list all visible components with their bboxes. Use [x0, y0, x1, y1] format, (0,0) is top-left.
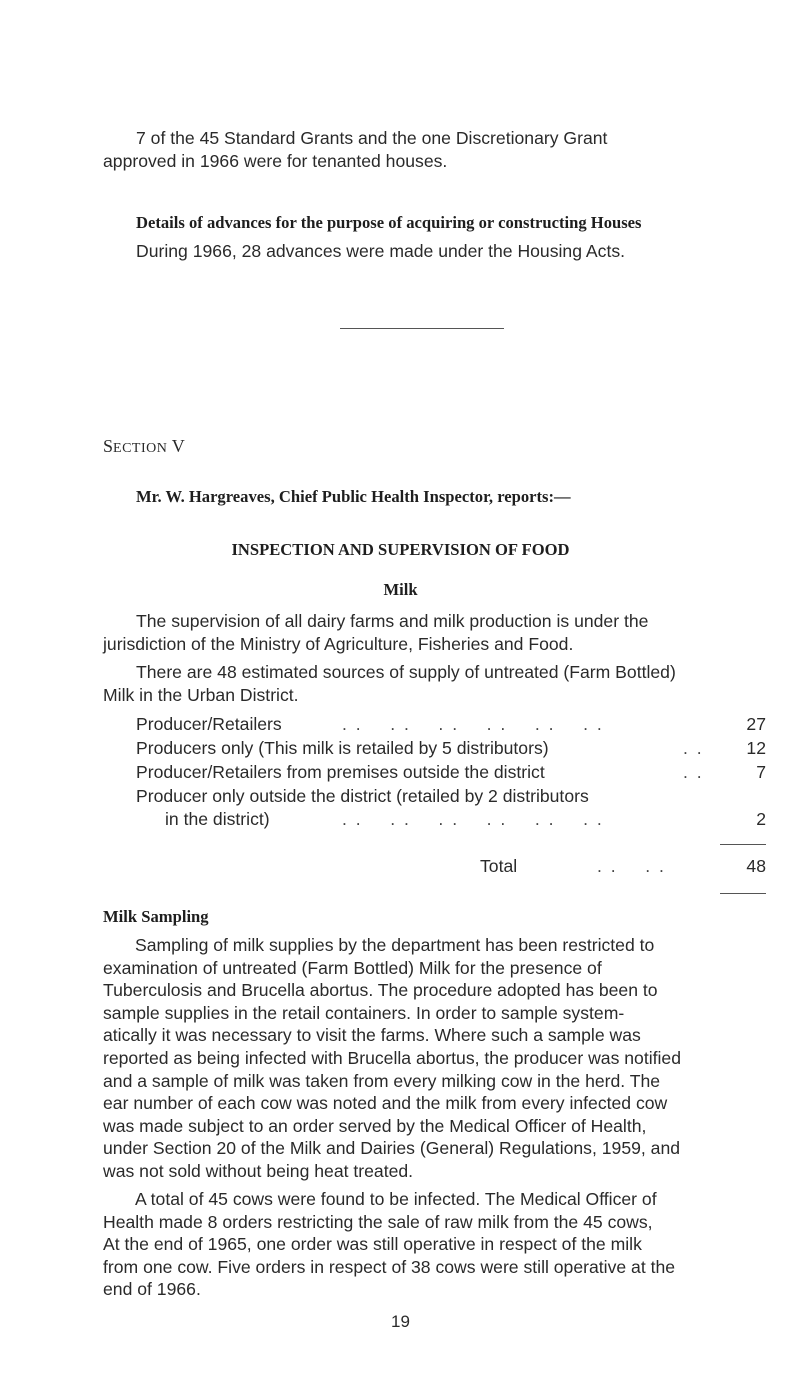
- milk-para2-line1: There are 48 estimated sources of supply of untreated (Farm Bottled): [136, 662, 676, 682]
- milk-para1-line1: The supervision of all dairy farms and milk production is under the: [136, 611, 649, 631]
- table-row-label-continued: in the district): [165, 809, 270, 829]
- sampling-p2-line: end of 1966.: [103, 1279, 201, 1300]
- table-row-label: Producer/Retailers from premises outside the district: [136, 762, 545, 782]
- section-label-initial: S: [103, 436, 114, 456]
- sampling-p1-line: and a sample of milk was taken from every milking cow in the herd. The: [103, 1070, 661, 1091]
- milk-para2-line2: Milk in the Urban District.: [103, 685, 299, 705]
- total-rule-bottom: [720, 893, 766, 894]
- table-row-dots: . .: [683, 762, 704, 782]
- sampling-p2-line: from one cow. Five orders in respect of 38 cows were still operative at the: [103, 1256, 676, 1277]
- table-row-value: 7: [756, 762, 766, 782]
- sampling-p1-line: examination of untreated (Farm Bottled) Milk for the presence of: [103, 957, 602, 978]
- advances-heading: Details of advances for the purpose of acquiring or constructing Houses: [136, 213, 642, 232]
- sampling-p1-line: Tuberculosis and Brucella abortus. The procedure adopted has been to: [103, 980, 658, 1001]
- sampling-p1-line: reported as being infected with Brucella abortus, the producer was notified: [103, 1047, 681, 1068]
- reporter-line: Mr. W. Hargreaves, Chief Public Health Inspector, reports:—: [136, 487, 571, 506]
- total-dots: . . . .: [597, 856, 666, 876]
- sampling-p1-line: atically it was necessary to visit the farms. Where such a sample was: [103, 1025, 641, 1046]
- sampling-p2-line: At the end of 1965, one order was still operative in respect of the milk: [103, 1234, 642, 1255]
- table-row-label: Producer/Retailers: [136, 714, 282, 734]
- page-number: 19: [391, 1312, 410, 1331]
- total-rule-top: [720, 844, 766, 845]
- section-label-rest: ECTION: [113, 441, 168, 456]
- total-label: Total: [480, 856, 518, 876]
- table-row-label: Producer only outside the district (retailed by 2 distributors: [136, 786, 589, 806]
- table-row-dots: . . . . . . . . . . . .: [342, 714, 604, 734]
- table-row-label: Producers only (This milk is retailed by 5 distributors): [136, 738, 549, 758]
- sampling-p1-line: under Section 20 of the Milk and Dairies (General) Regulations, 1959, and: [103, 1138, 681, 1159]
- table-row-value: 27: [746, 714, 766, 734]
- intro-line-2: approved in 1966 were for tenanted houses.: [103, 151, 448, 171]
- table-row-dots: . .: [683, 738, 704, 758]
- sampling-p1-line: sample supplies in the retail containers. In order to sample system-: [103, 1002, 625, 1023]
- section-label: [103, 435, 185, 460]
- section-number: V: [171, 436, 185, 456]
- total-value: 48: [746, 856, 766, 876]
- separator-rule: [340, 328, 504, 329]
- section-subtitle: Milk: [383, 580, 418, 599]
- sampling-p1-line: Sampling of milk supplies by the department has been restricted to: [135, 935, 655, 955]
- intro-line-1: 7 of the 45 Standard Grants and the one Discretionary Grant: [136, 128, 608, 148]
- sampling-paragraph-1: [103, 934, 766, 1183]
- advances-text: During 1966, 28 advances were made under the Housing Acts.: [136, 241, 626, 261]
- section-title: INSPECTION AND SUPERVISION OF FOOD: [231, 540, 570, 559]
- table-row-dots: . . . . . . . . . . . .: [342, 809, 604, 829]
- sampling-heading: Milk Sampling: [103, 907, 209, 926]
- table-row-value: 12: [746, 738, 766, 758]
- sampling-paragraph-2: [103, 1188, 766, 1301]
- sampling-p2-line: A total of 45 cows were found to be infected. The Medical Officer of: [135, 1189, 657, 1209]
- sampling-p2-line: Health made 8 orders restricting the sale of raw milk from the 45 cows,: [103, 1211, 653, 1232]
- table-row-value: 2: [756, 809, 766, 829]
- sampling-p1-line: was not sold without being heat treated.: [103, 1160, 414, 1181]
- sampling-p1-line: ear number of each cow was noted and the milk from every infected cow: [103, 1093, 668, 1114]
- sampling-p1-line: was made subject to an order served by the Medical Officer of Health,: [103, 1115, 647, 1136]
- milk-para1-line2: jurisdiction of the Ministry of Agriculture, Fisheries and Food.: [103, 634, 574, 654]
